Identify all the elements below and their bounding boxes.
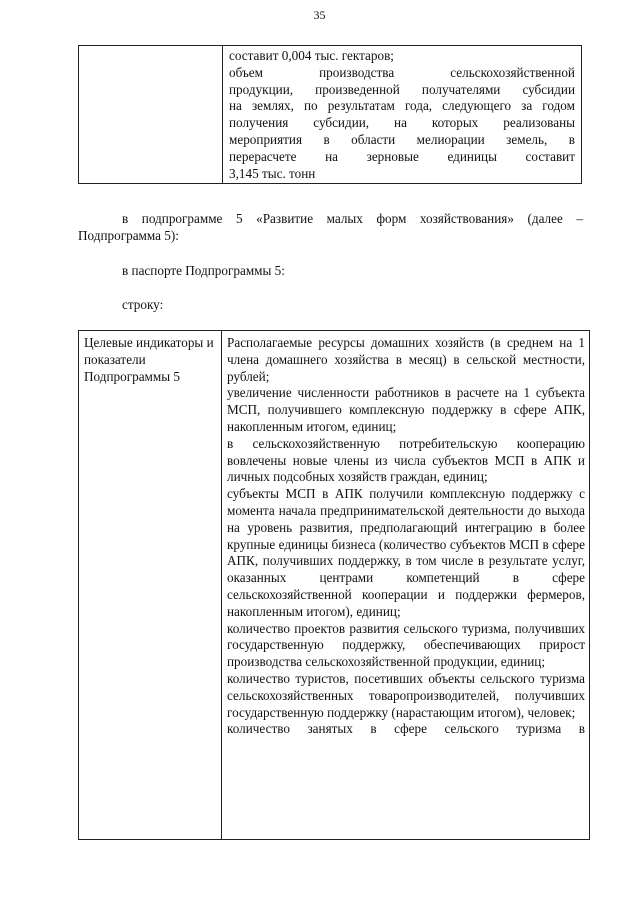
subprogram-paragraph: в подпрограмме 5 «Развитие малых форм хозяйствования» (далее – Подпрограмма 5): xyxy=(78,211,583,243)
text-line: 3,145 тыс. тонн xyxy=(229,165,316,181)
text-line: получения субсидии, на которых реализованы xyxy=(229,115,575,131)
indicator-item: количество туристов, посетивших объекты сельского туризма сельскохозяйственных товаропроизводителей, получивших государственную поддержку (нарастающим итогом), человек; xyxy=(227,670,585,720)
text-line: на землях, по результатам года, следующего за годом xyxy=(229,98,575,114)
text-line: составит 0,004 тыс. гектаров; xyxy=(229,48,394,63)
table-row xyxy=(79,331,590,840)
indicator-item: субъекты МСП в АПК получили комплексную поддержку с момента начала предпринимательской деятельности до выхода на уровень развития, предполагающий интеграцию в более крупные единицы бизнеса (количество субъектов МСП в сфере АПК, получивших поддержку, в том числе в результате услуг, оказанных центрами компетенций в сфере сельскохозяйственной кооперации и поддержки фермеров, накопленным итогом), единиц; xyxy=(227,486,585,619)
table-right-cell xyxy=(223,46,582,184)
text-line: перерасчете на зерновые единицы составит xyxy=(229,148,575,164)
continuation-table xyxy=(78,45,582,184)
text-line: объем производства сельскохозяйственной xyxy=(229,64,575,80)
indicator-item: в сельскохозяйственную потребительскую кооперацию вовлечены новые члены из числа субъектов МСП в АПК и личных подсобных хозяйств граждан, единиц; xyxy=(227,435,585,485)
page-number: 35 xyxy=(313,8,326,22)
indicators-list-cell xyxy=(222,331,590,840)
indicator-item: Располагаемые ресурсы домашних хозяйств (в среднем на 1 члена домашнего хозяйства в месяц) в сельской местности, рублей; xyxy=(227,335,585,384)
table-row xyxy=(79,46,582,184)
row-label-paragraph: строку: xyxy=(122,297,164,312)
indicators-table xyxy=(78,330,590,840)
table-left-cell xyxy=(79,46,223,184)
indicator-item: увеличение численности работников в расчете на 1 субъекта МСП, получившего комплексную поддержку в сфере АПК, накопленным итогом, единиц; xyxy=(227,385,585,434)
indicators-label-cell: Целевые индикаторы и показатели Подпрограммы 5 xyxy=(79,331,222,840)
text-line: продукции, произведенной получателями субсидии xyxy=(229,81,575,97)
passport-paragraph: в паспорте Подпрограммы 5: xyxy=(122,263,285,278)
indicator-item: количество проектов развития сельского туризма, получивших государственную поддержку, обеспечивающих прирост производства сельскохозяйственной продукции, единиц; xyxy=(227,620,585,670)
text-line: мероприятия в области мелиорации земель, в xyxy=(229,131,575,147)
indicator-item: количество занятых в сфере сельского туризма в xyxy=(227,721,585,737)
